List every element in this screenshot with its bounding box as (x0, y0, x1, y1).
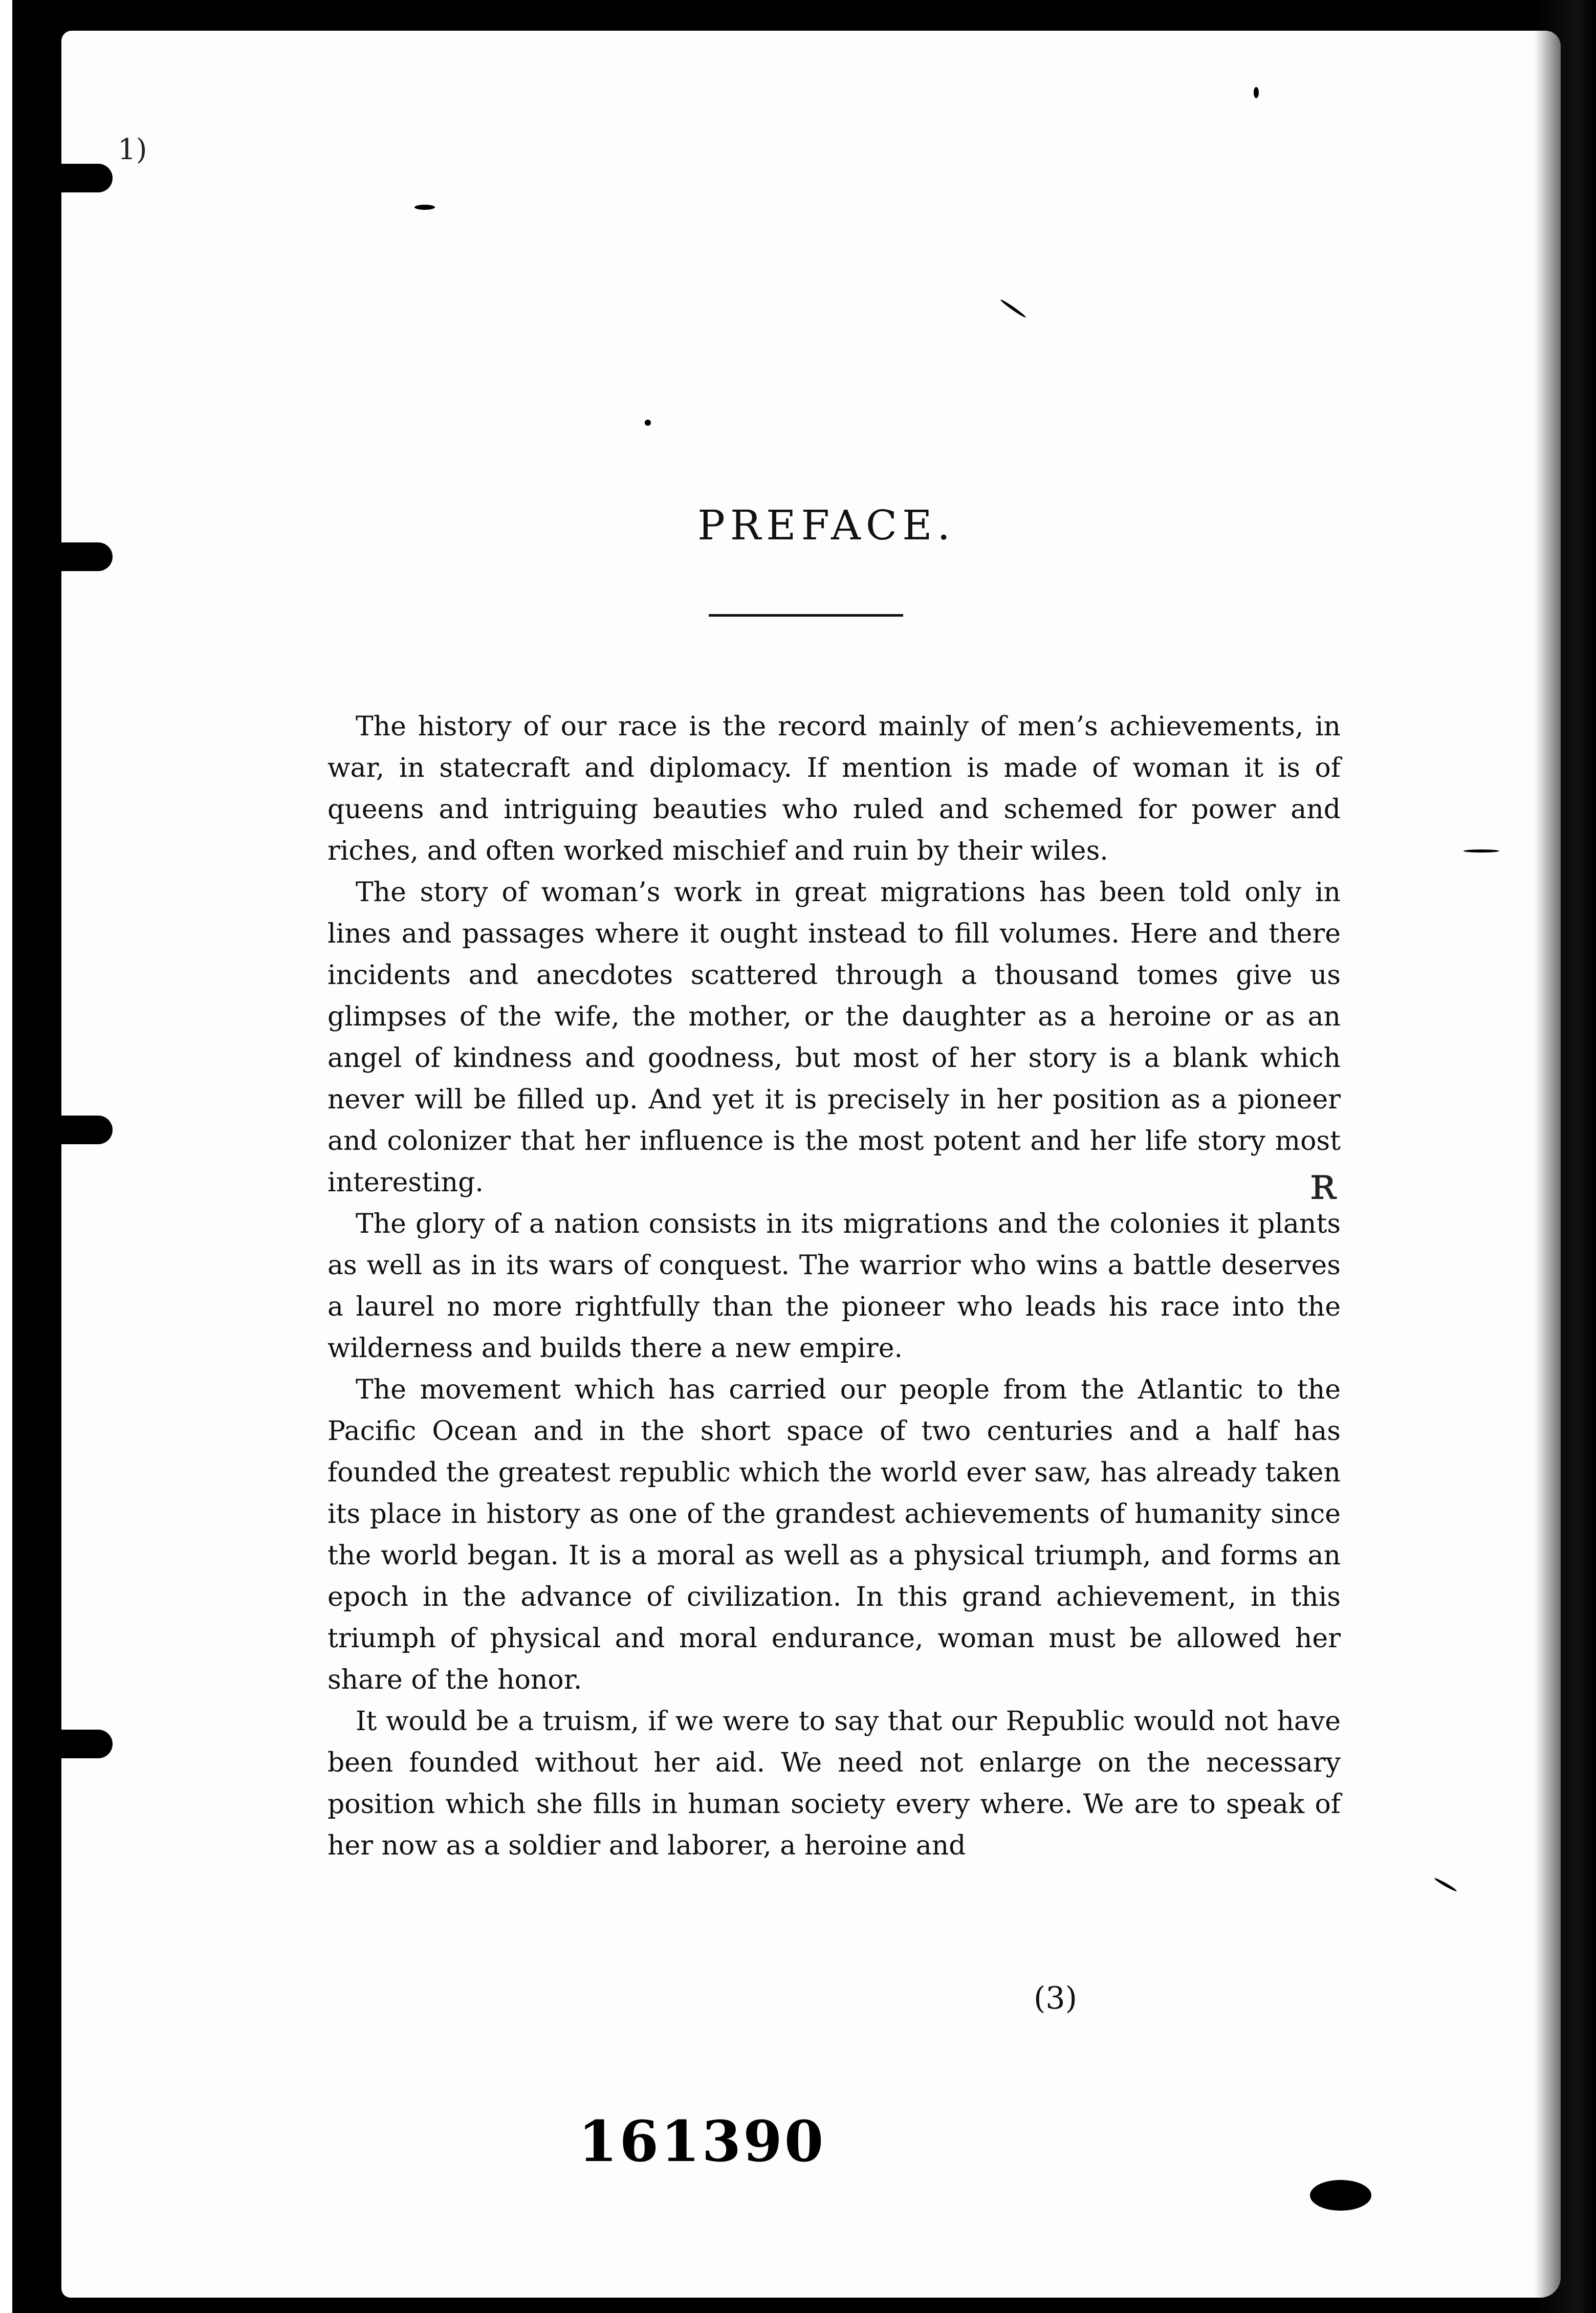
scan-speck (1254, 87, 1259, 98)
margin-pencil-mark: 1) (118, 133, 147, 166)
binding-clip (41, 1116, 113, 1144)
paragraph-2: The story of woman’s work in great migrations has been told only in lines and passages where it ought instead to fill volumes. Here and there incidents and anecdotes scattered through a thousand tomes give us glimpses of the wife, the mother, or the daughter as a heroine or as an angel of kindness and goodness, but most of her story is a blank which never will be filled up. And yet it is precisely in her position as a pioneer and colonizer that her influence is the most potent and her life story most interesting. (327, 877, 1341, 1198)
paragraph-3: The glory of a nation consists in its migrations and the colonies it plants as well as in its wars of conquest. The warrior who wins a battle deserves a laurel no more rightfully than the pioneer who leads his race into the wilderness and builds there a new empire. (327, 1209, 1341, 1364)
page-title: PREFACE. (697, 501, 955, 549)
binding-clip (41, 542, 113, 571)
binding-clip (41, 1730, 113, 1758)
binding-edge (44, 0, 61, 2313)
scan-speck (414, 205, 435, 210)
scan-speck (1463, 849, 1499, 853)
scan-speck (1310, 2180, 1371, 2211)
scan-shadow (1535, 0, 1596, 2313)
spine-edge (0, 0, 12, 2313)
scan-speck (1434, 1877, 1457, 1892)
page-number: (3) (1034, 1980, 1077, 2016)
binding-clip (41, 164, 113, 192)
paragraph-4: The movement which has carried our people from the Atlantic to the Pacific Ocean and in the short space of two centuries and a half has founded the greatest republic which the world ever saw, has already taken its place in history as one of the grandest achievements of humanity since the world began. It is a moral as well as a physical triumph, and forms an epoch in the advance of civilization. In this grand achievement, in this triumph of physical and moral endurance, woman must be allowed her share of the honor. (327, 1374, 1341, 1695)
margin-ink-mark: ʀ (1310, 1156, 1337, 1210)
paragraph-5: It would be a truism, if we were to say that our Republic would not have been founded without her aid. We need not enlarge on the necessary position which she fills in human society every where. We are to speak of her now as a soldier and laborer, a heroine and (327, 1706, 1341, 1861)
scan-speck (1000, 298, 1027, 318)
paper-sheet (61, 31, 1561, 2298)
accession-stamp: 161390 (578, 2108, 826, 2174)
preface-body (327, 706, 1341, 1867)
paragraph-1: The history of our race is the record mainly of men’s achievements, in war, in statecraft and diplomacy. If mention is made of woman it is of queens and intriguing beauties who ruled and schemed for power and riches, and often worked mischief and ruin by their wiles. (327, 711, 1341, 866)
title-rule (709, 614, 903, 617)
scan-speck (645, 420, 651, 426)
